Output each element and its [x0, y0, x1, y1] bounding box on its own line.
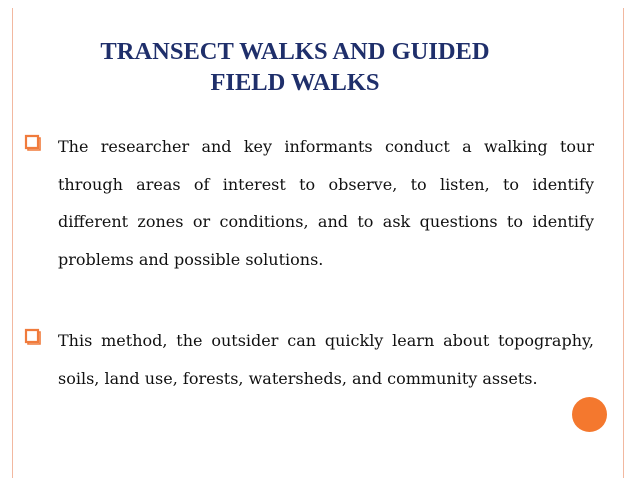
decorative-circle-icon: [572, 397, 607, 432]
bullet-item: [24, 322, 594, 397]
bullet-text: This method, the outsider can quickly learn about topography, soils, land use, forests, watersheds, and community assets.: [58, 331, 594, 388]
title-line-1: TRANSECT WALKS AND GUIDED: [100, 38, 490, 65]
title-line-2: FIELD WALKS: [210, 69, 380, 96]
slide-title: [30, 36, 560, 98]
bullet-list: [24, 128, 594, 397]
bullet-item: [24, 128, 594, 278]
hollow-square-bullet-icon: [24, 327, 42, 345]
hollow-square-bullet-icon: [24, 133, 42, 151]
bullet-text: The researcher and key informants conduct a walking tour through areas of interest to observe, to listen, to identify different zones or conditions, and to ask questions to identify problems and possible solutions.: [58, 137, 594, 269]
